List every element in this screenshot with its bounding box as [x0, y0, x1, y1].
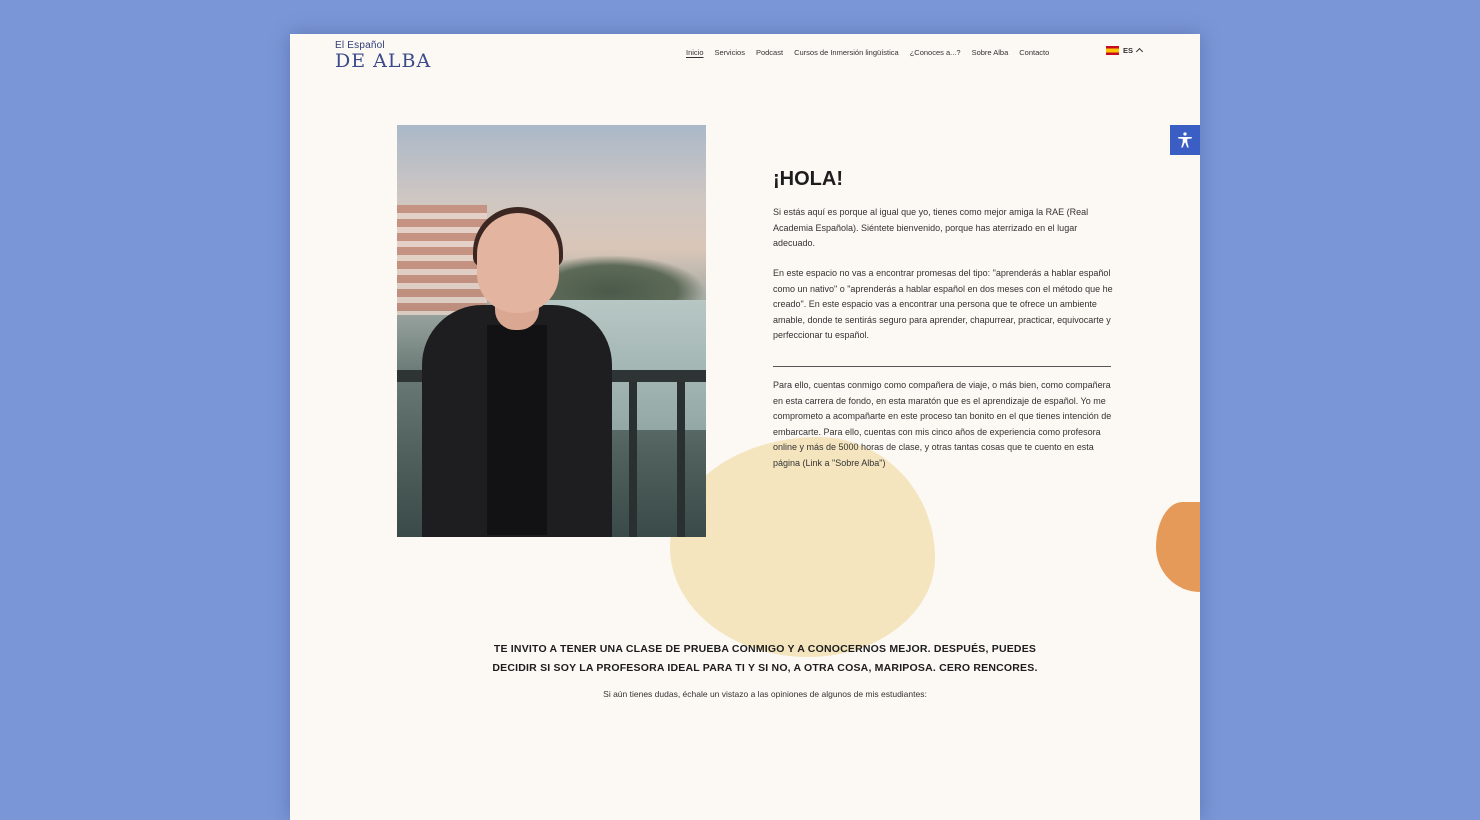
nav-item-inicio[interactable]: Inicio — [686, 48, 704, 57]
logo-top-text: El Español — [335, 40, 385, 51]
nav-item-servicios[interactable]: Servicios — [714, 48, 745, 57]
cta-text — [470, 640, 1060, 678]
nav-item-contacto[interactable]: Contacto — [1019, 48, 1050, 57]
accessibility-person-icon — [1176, 131, 1194, 149]
logo-main-text: DE ALBA — [335, 50, 432, 72]
hero-paragraph-3: Para ello, cuentas conmigo como compañera de viaje, o más bien, como compañera en esta carrera de fondo, en esta maratón que es el aprendizaje de español. Yo me comprometo a acompañarte en este proceso tan bonito en el que tienes intención de embarcarte. Para ello, cuentas con mis cinco años de experiencia como profesora online y más de 5000 horas de clase, y otras tantas cosas que te cuento en esta página (Link a "Sobre Alba") — [773, 380, 1112, 468]
main-nav — [686, 48, 1049, 57]
nav-item-conoces[interactable]: ¿Conoces a...? — [909, 48, 961, 57]
cta-line-2: DECIDIR SI SOY LA PROFESORA IDEAL PARA TI Y SI NO, A OTRA COSA, MARIPOSA. CERO RENCORES. — [492, 662, 1038, 674]
spain-flag-icon — [1106, 46, 1119, 55]
website-page — [290, 34, 1200, 820]
accessibility-button[interactable] — [1170, 125, 1200, 155]
site-logo[interactable] — [335, 40, 431, 72]
hero-paragraph-1: Si estás aquí es porque al igual que yo, tienes como mejor amiga la RAE (Real Academia Española). Siéntete bienvenido, porque has aterrizado en el lugar adecuado. — [773, 207, 1089, 248]
reviews-intro: Si aún tienes dudas, échale un vistazo a las opiniones de algunos de mis estudiantes: — [603, 689, 927, 699]
language-selector[interactable] — [1106, 46, 1142, 55]
hero-heading: ¡HOLA! — [773, 168, 843, 190]
nav-item-sobre-alba[interactable]: Sobre Alba — [971, 48, 1009, 57]
language-code: ES — [1123, 46, 1134, 55]
section-divider — [773, 366, 1111, 367]
decorative-orange-blob — [1156, 502, 1200, 592]
profile-photo — [397, 125, 706, 537]
chevron-up-icon — [1136, 48, 1143, 55]
nav-item-cursos[interactable]: Cursos de Inmersión lingüística — [794, 48, 899, 57]
hero-paragraph-2: En este espacio no vas a encontrar promesas del tipo: "aprenderás a hablar español como un nativo" o "aprenderás a hablar español en dos meses con el método que he creado". En este espacio vas a encontrar una persona que te ofrece un ambiente amable, donde te sentirás seguro para aprender, chapurrear, practicar, equivocarte y perfeccionar tu español. — [773, 268, 1113, 340]
cta-line-1: TE INVITO A TENER UNA CLASE DE PRUEBA CONMIGO Y A CONOCERNOS MEJOR. DESPUÉS, PUEDES — [493, 643, 1037, 655]
nav-item-podcast[interactable]: Podcast — [755, 48, 784, 57]
